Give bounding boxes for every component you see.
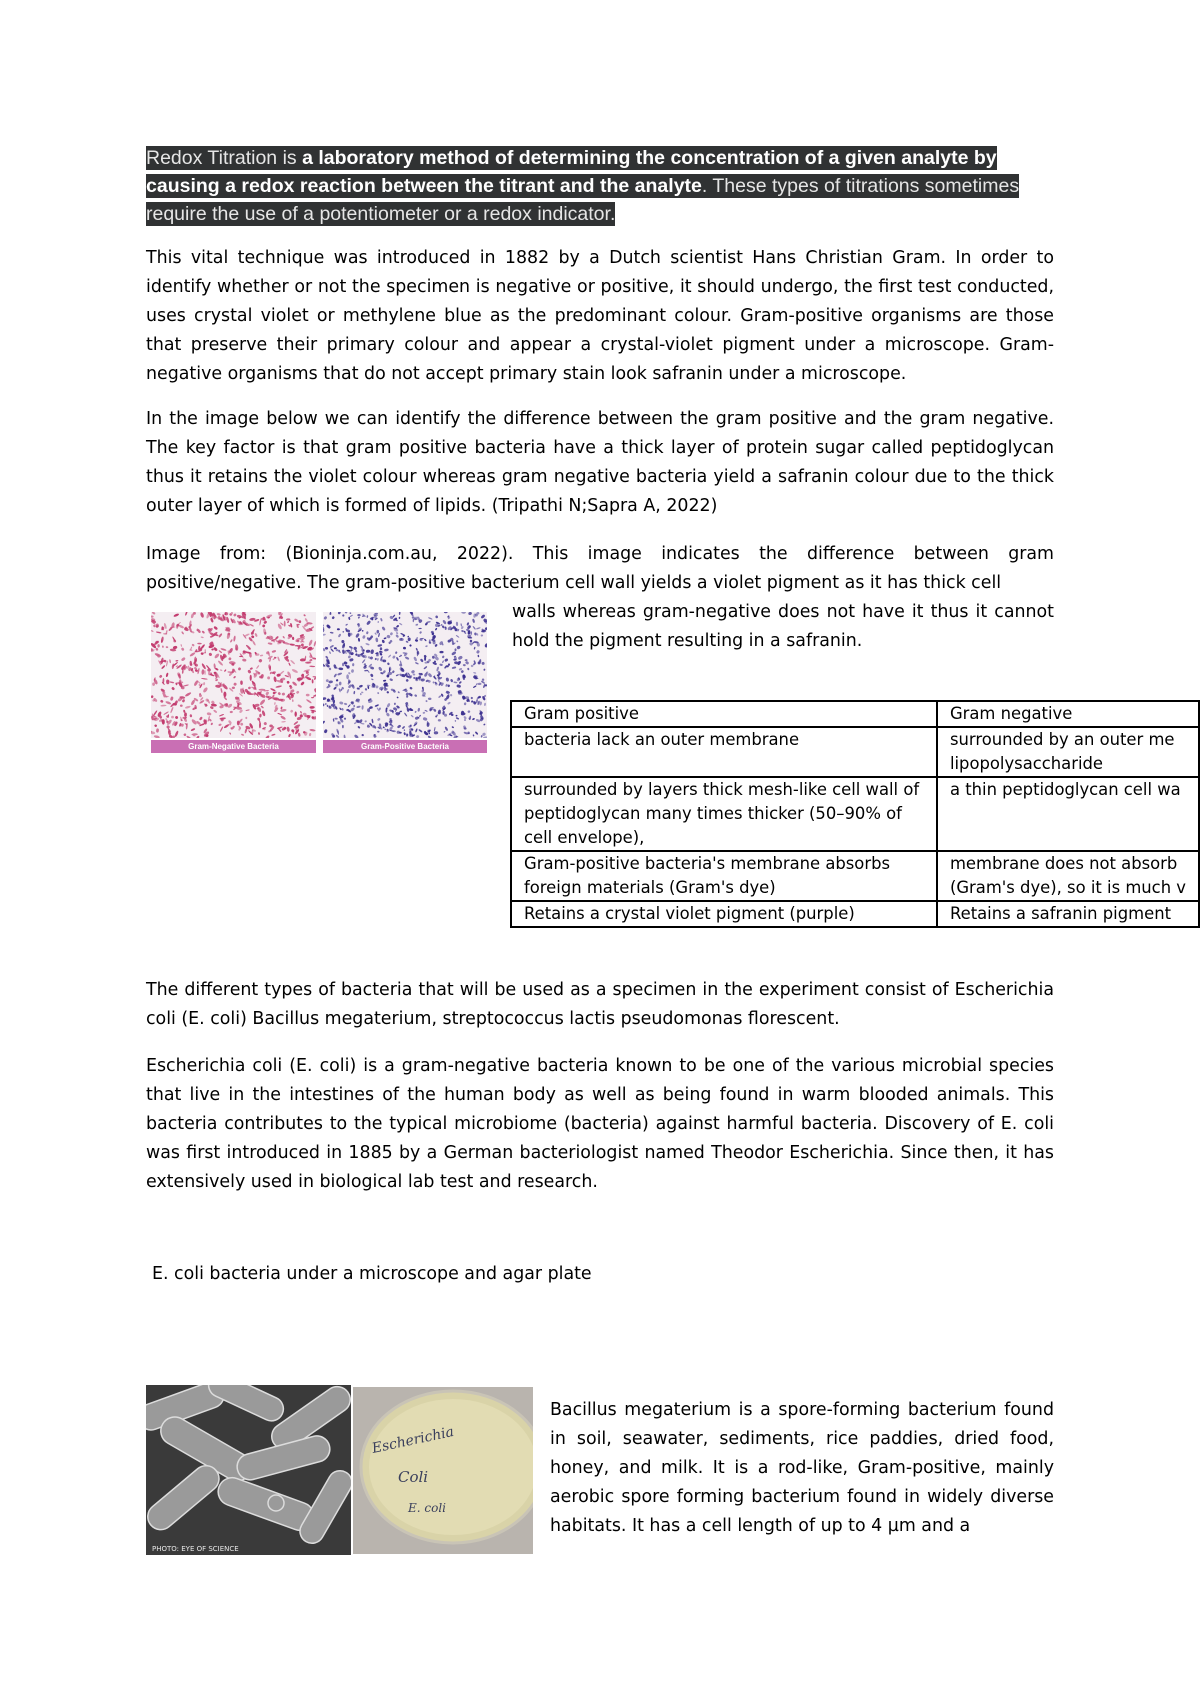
- agar-plate-graphic: [353, 1387, 533, 1554]
- stained-cell: [455, 648, 457, 651]
- table-cell: a thin peptidoglycan cell wa: [937, 777, 1199, 851]
- stained-cell: [397, 731, 400, 734]
- bacteria-types-paragraph: The different types of bacteria that will be used as a specimen in the experiment consist of Escherichia coli (E. coli) Bacillus megaterium, streptococcus lactis pseudomonas florescent.: [146, 980, 1054, 1029]
- stained-cell: [188, 626, 191, 628]
- stained-cell: [357, 614, 360, 616]
- ecoli-paragraph: Escherichia coli (E. coli) is a gram-negative bacteria known to be one of the various microbial species that live in the intestines of the human body as well as being found in warm blooded animals. This bacteria contributes to the typical microbiome (bacteria) against harmful bacteria. Discovery of E. coli was first introduced in 1885 by a German bacteriologist named Theodor Escherichia. Since then, it has extensively used in biological lab test and research.: [146, 1056, 1054, 1192]
- micrograph-credit: PHOTO: EYE OF SCIENCE: [152, 1545, 239, 1553]
- table-row: [511, 901, 1199, 927]
- ecoli-agar-plate-image: [353, 1387, 533, 1554]
- stained-cell: [342, 725, 344, 728]
- intro-tail: . These types of titrations sometimes require the use of a potentiometer or a redox indicator.: [146, 175, 1020, 225]
- gram-positive-image: [323, 612, 487, 754]
- table-header-cell: Gram negative: [937, 701, 1199, 727]
- table-row: [511, 727, 1199, 777]
- table-cell: membrane does not absorb (Gram's dye), so it is much v: [937, 851, 1199, 901]
- gram-positive-label: Gram-Positive Bacteria: [323, 740, 487, 753]
- table-cell: Retains a safranin pigment: [937, 901, 1199, 927]
- stained-cell: [417, 652, 418, 657]
- gram-negative-micrograph: [151, 612, 316, 738]
- stained-cell: [171, 716, 174, 719]
- table-cell: Gram-positive bacteria's membrane absorbs foreign materials (Gram's dye): [511, 851, 937, 901]
- image-from-continuation: walls whereas gram-negative does not have it thus it cannot hold the pigment resulting in a safranin.: [512, 602, 1054, 651]
- table-cell: surrounded by layers thick mesh-like cell wall of peptidoglycan many times thicker (50–90% of cell envelope),: [511, 777, 937, 851]
- table-cell: surrounded by an outer me lipopolysaccharide: [937, 727, 1199, 777]
- plate-label-line3: E. coli: [408, 1501, 447, 1515]
- stained-cell: [346, 674, 349, 679]
- table-cell: bacteria lack an outer membrane: [511, 727, 937, 777]
- gram-positive-micrograph: [323, 612, 487, 738]
- ecoli-micrograph-image: [146, 1385, 351, 1555]
- image-from-paragraph: Image from: (Bioninja.com.au, 2022). This image indicates the difference between gram positive/negative. The gram-positive bacterium cell wall yields a violet pigment as it has thick cell: [146, 544, 1054, 593]
- plate-label-line1: Escherichia: [370, 1423, 456, 1457]
- ecoli-micrograph-graphic: [146, 1385, 351, 1555]
- gram-negative-label: Gram-Negative Bacteria: [151, 740, 316, 753]
- gram-negative-image: [151, 612, 316, 754]
- image-below-paragraph: In the image below we can identify the difference between the gram positive and the gram negative. The key factor is that gram positive bacteria have a thick layer of protein sugar called peptidoglycan thus it retains the violet colour whereas gram negative bacteria yield a safranin colour due to the thick outer layer of which is formed of lipids. (Tripathi N;Sapra A, 2022): [146, 409, 1054, 516]
- gram-intro-paragraph: This vital technique was introduced in 1882 by a Dutch scientist Hans Christian Gram. In order to identify whether or not the specimen is negative or positive, it should undergo, the first test conducted, uses crystal violet or methylene blue as the predominant colour. Gram-positive organisms are those that preserve their primary colour and appear a crystal-violet pigment under a microscope. Gram-negative organisms that do not accept primary stain look safranin under a microscope.: [146, 248, 1054, 384]
- intro-bold: a laboratory method of determining the concentration of a given analyte by causing a redox reaction between the titrant and the analyte: [146, 147, 997, 197]
- stained-cell: [250, 675, 252, 681]
- intro-paragraph: [146, 144, 1066, 228]
- table-row: [511, 851, 1199, 901]
- table-row: [511, 777, 1199, 851]
- bacillus-paragraph: Bacillus megaterium is a spore-forming bacterium found in soil, seawater, sediments, rice paddies, dried food, honey, and milk. It is a rod-like, Gram-positive, mainly aerobic spore forming bacterium found in widely diverse habitats. It has a cell length of up to 4 µm and a: [550, 1400, 1054, 1536]
- plate-label-line2: Coli: [398, 1468, 429, 1486]
- table-header-row: [511, 701, 1199, 727]
- ecoli-image-caption: E. coli bacteria under a microscope and agar plate: [152, 1264, 592, 1284]
- table-cell: Retains a crystal violet pigment (purple): [511, 901, 937, 927]
- intro-lead: Redox Titration is: [146, 147, 303, 169]
- table-header-cell: Gram positive: [511, 701, 937, 727]
- stained-cell: [295, 711, 297, 716]
- gram-comparison-table: [510, 700, 1200, 928]
